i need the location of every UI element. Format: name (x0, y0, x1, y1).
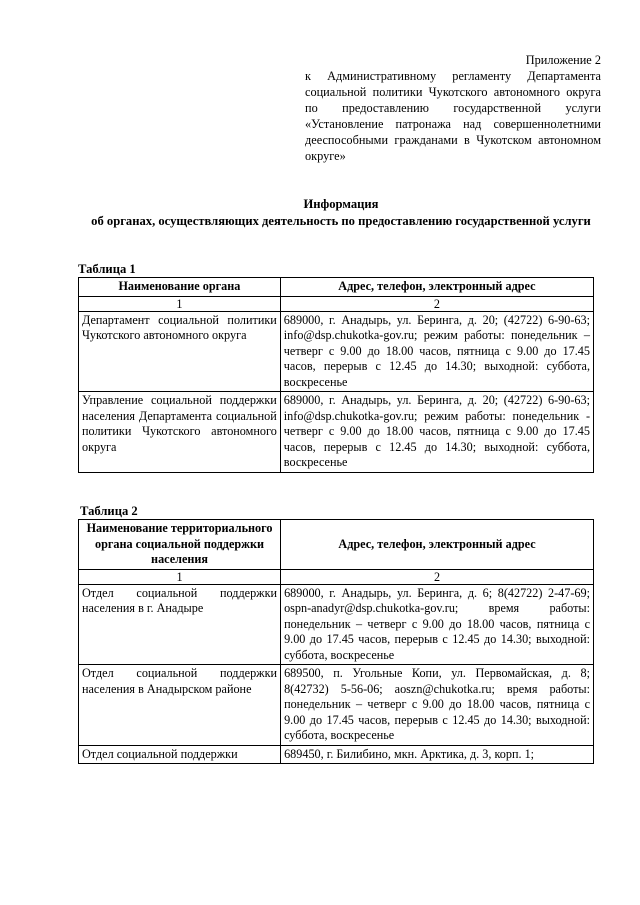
table2-row3-name: Отдел социальной поддержки (79, 745, 281, 764)
table2-col-number: 1 (79, 569, 281, 584)
table2-row2-info: 689500, п. Угольные Копи, ул. Первомайская, д. 8; 8(42732) 5-56-06; aoszn@chukotka.ru; время работы: понедельник – четверг с 9.00 до 18.00 часов, пятница с 9.00 до 17.45 часов, перерыв с 12.45 до 14.30; выходной: суббота, воскресенье (281, 665, 594, 746)
appendix-title: Приложение 2 (525, 53, 601, 67)
heading-title: Информация (303, 197, 379, 211)
table2-row1-info: 689000, г. Анадырь, ул. Беринга, д. 6; 8(42722) 2-47-69; ospn-anadyr@dsp.chukotka-gov.ru; время работы: понедельник – четверг с 9.00 до 18.00 часов, пятница с 9.00 до 17.45 часов, перерыв с 12.45 до 14.30; выходной: суббота, воскресенье (281, 584, 594, 665)
table2-row2-name: Отдел социальной поддержки населения в Анадырском районе (79, 665, 281, 746)
appendix-body: к Административному регламенту Департамента социальной политики Чукотского автономного округа по предоставлению государственной услуги «Установление патронажа над совершеннолетними дееспособными гражданами в Чукотском автономном округе» (305, 69, 601, 163)
table1-row2-name: Управление социальной поддержки населения Департамента социальной политики Чукотского автономного округа (79, 392, 281, 473)
table1-row1-info: 689000, г. Анадырь, ул. Беринга, д. 20; (42722) 6-90-63; info@dsp.chukotka-gov.ru; режим работы: понедельник – четверг с 9.00 до 18.00 часов, пятница с 9.00 до 17.45 часов, перерыв с 12.45 до 14.30; выходной: суббота, воскресенье (280, 311, 593, 392)
table2-header-info: Адрес, телефон, электронный адрес (281, 520, 594, 570)
table1-header-name: Наименование органа (79, 278, 281, 297)
table1-col-number: 2 (280, 296, 593, 311)
table-row (79, 665, 594, 746)
table2-row3-info: 689450, г. Билибино, мкн. Арктика, д. 3, корп. 1; (281, 745, 594, 764)
table1-caption: Таблица 1 (78, 262, 136, 276)
table1-row2-info: 689000, г. Анадырь, ул. Беринга, д. 20; (42722) 6-90-63; info@dsp.chukotka-gov.ru; режим работы: понедельник - четверг с 9.00 до 18.00 часов, пятница с 9.00 до 17.45 часов, перерыв с 12.45 до 14.30; выходной: суббота, воскресенье (280, 392, 593, 473)
table2-header-name: Наименование территориального органа социальной поддержки населения (79, 520, 281, 570)
table2-row1-name: Отдел социальной поддержки населения в г. Анадыре (79, 584, 281, 665)
table2-col-number: 2 (281, 569, 594, 584)
table1-col-number: 1 (79, 296, 281, 311)
table-row (79, 745, 594, 764)
table1-row1-name: Департамент социальной политики Чукотского автономного округа (79, 311, 281, 392)
heading-subtitle: об органах, осуществляющих деятельность по предоставлению государственной услуги (91, 214, 591, 228)
table1-header-info: Адрес, телефон, электронный адрес (280, 278, 593, 297)
table2 (78, 519, 594, 764)
table2-caption: Таблица 2 (80, 504, 138, 518)
table-row (79, 584, 594, 665)
